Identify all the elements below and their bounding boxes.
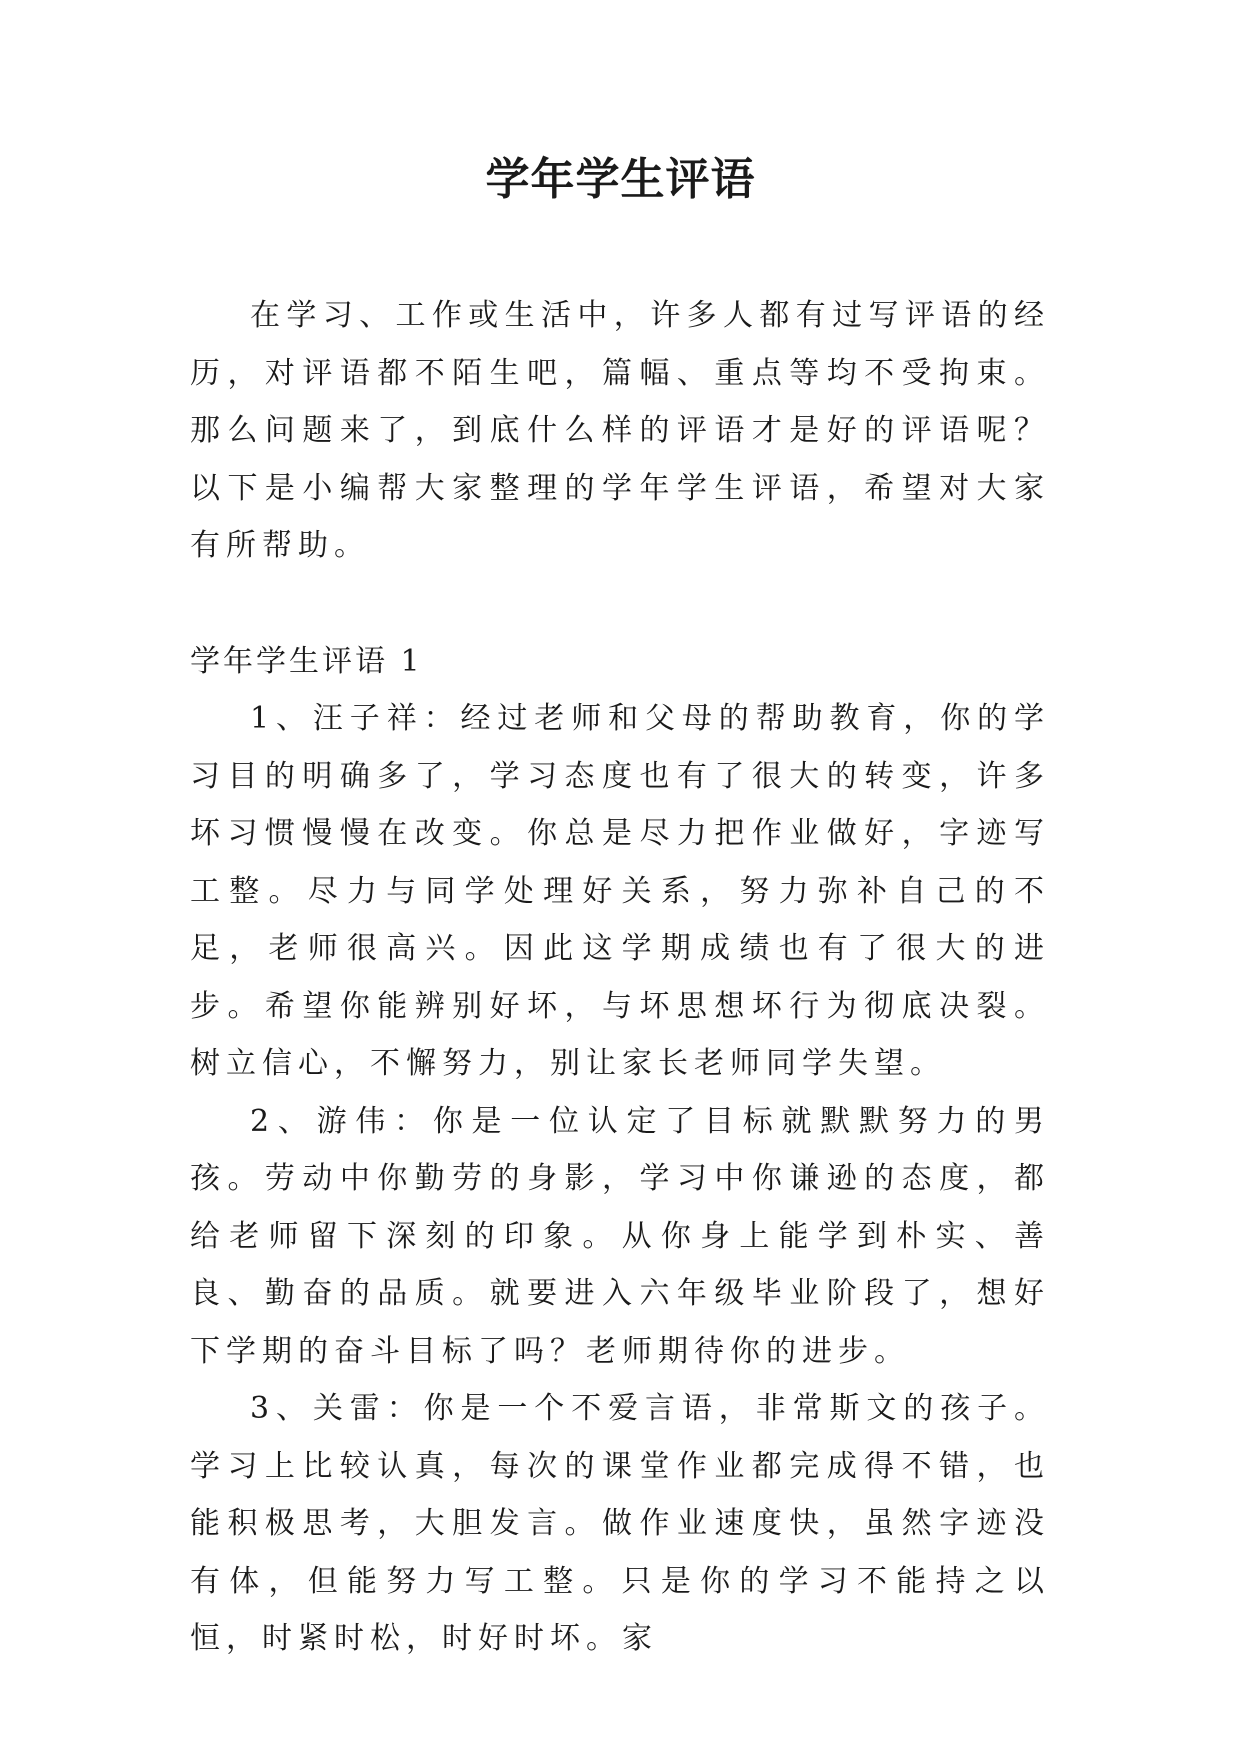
paragraph-gap (190, 575, 1050, 633)
comment-paragraph-2: 2、游伟：你是一位认定了目标就默默努力的男孩。劳动中你勤劳的身影，学习中你谦逊的态度，都给老师留下深刻的印象。从你身上能学到朴实、善良、勤奋的品质。就要进入六年级毕业阶段了，想好下学期的奋斗目标了吗？老师期待你的进步。 (190, 1103, 1050, 1369)
document-title: 学年学生评语 (485, 154, 756, 205)
intro-paragraph: 在学习、工作或生活中，许多人都有过写评语的经历，对评语都不陌生吧，篇幅、重点等均不受拘束。那么问题来了，到底什么样的评语才是好的评语呢？以下是小编帮大家整理的学年学生评语，希望对大家有所帮助。 (190, 298, 1050, 563)
comment-paragraph-1: 1、汪子祥：经过老师和父母的帮助教育，你的学习目的明确多了，学习态度也有了很大的转变，许多坏习惯慢慢在改变。你总是尽力把作业做好，字迹写工整。尽力与同学处理好关系，努力弥补自己的不足，老师很高兴。因此这学期成绩也有了很大的进步。希望你能辨别好坏，与坏思想坏行为彻底决裂。树立信心，不懈努力，别让家长老师同学失望。 (190, 701, 1050, 1081)
document-body (190, 287, 1050, 1668)
section-heading: 学年学生评语 1 (190, 643, 423, 679)
comment-paragraph-3: 3、关雷：你是一个不爱言语，非常斯文的孩子。学习上比较认真，每次的课堂作业都完成得不错，也能积极思考，大胆发言。做作业速度快，虽然字迹没有体，但能努力写工整。只是你的学习不能持之以恒，时紧时松，时好时坏。家 (190, 1391, 1050, 1656)
